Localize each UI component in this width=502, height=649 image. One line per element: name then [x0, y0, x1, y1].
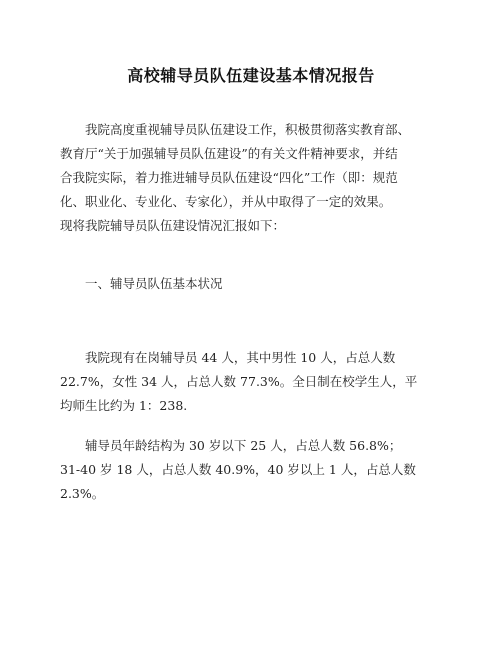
paragraph-line: 辅导员年龄结构为 30 岁以下 25 人，占总人数 56.8%； — [60, 438, 402, 453]
paragraph-line: 化、职业化、专业化、专家化），并从中取得了一定的效果。 — [60, 194, 392, 209]
paragraph-line: 教育厅“关于加强辅导员队伍建设”的有关文件精神要求，并结 — [60, 146, 398, 161]
document-title: 高校辅导员队伍建设基本情况报告 — [127, 66, 375, 85]
paragraph-line: 均师生比约为 1：238. — [60, 398, 188, 413]
paragraph-line: 合我院实际，着力推进辅导员队伍建设“四化”工作（即：规范 — [60, 170, 398, 185]
intro-paragraph — [60, 118, 455, 238]
paragraph-line: 2.3%。 — [60, 486, 105, 501]
staff-count-paragraph — [60, 346, 455, 418]
paragraph-line: 31-40 岁 18 人，占总人数 40.9%，40 岁以上 1 人，占总人数 — [60, 462, 416, 477]
section-heading-text: 一、辅导员队伍基本状况 — [60, 276, 223, 291]
age-structure-paragraph — [60, 434, 455, 506]
paragraph-line: 我院高度重视辅导员队伍建设工作，积极贯彻落实教育部、 — [60, 122, 411, 137]
paragraph-line: 22.7%，女性 34 人，占总人数 77.3%。全日制在校学生人，平 — [60, 374, 418, 389]
paragraph-line: 我院现有在岗辅导员 44 人，其中男性 10 人，占总人数 — [60, 350, 396, 365]
section-heading — [60, 272, 455, 296]
paragraph-line: 现将我院辅导员队伍建设情况汇报如下： — [60, 218, 286, 233]
